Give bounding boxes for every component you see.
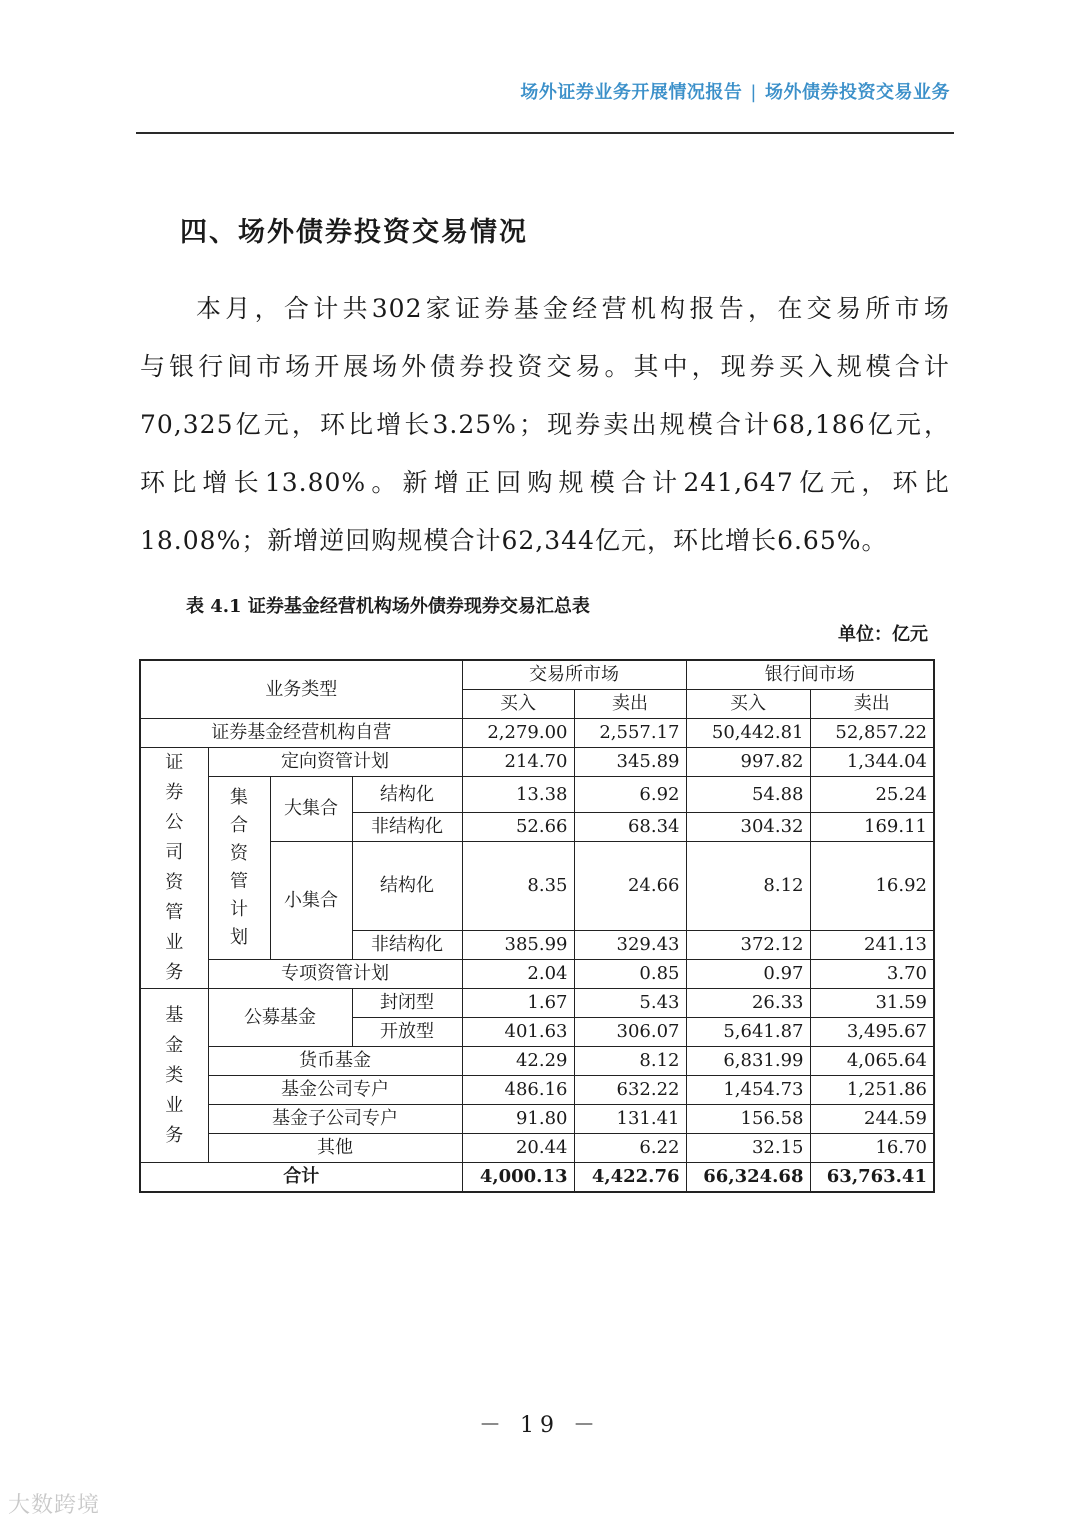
cell-value: 16.70 [810,1134,934,1163]
paragraph-token: ， [291,410,318,439]
paragraph-token: 增 [433,468,460,497]
paragraph-token: 场 [923,294,950,323]
paragraph-token: 开 [314,352,341,381]
group-small-collective: 小集合 [270,842,352,960]
paragraph-token: 市 [256,352,283,381]
paragraph-token: 模 [687,410,714,439]
cell-value: 2,557.17 [574,719,686,748]
paragraph-token: 环 [892,468,919,497]
paragraph-token: 出 [631,410,658,439]
paragraph-token: 金 [542,294,569,323]
paragraph-token: 资 [517,352,544,381]
paragraph-token: 亿 [235,410,262,439]
cell-value: 214.70 [462,748,574,777]
cell-value: 345.89 [574,748,686,777]
paragraph-token: ， [647,526,674,555]
cell-value: 0.97 [686,960,810,989]
paragraph-token: 买 [778,352,805,381]
paragraph-token: 其 [633,352,660,381]
table-total-row [140,1163,934,1193]
paragraph-token: 。 [604,352,631,381]
table-caption: 表 4.1 证券基金经营机构场外债券现券交易汇总表 [186,596,590,617]
cell-value: 54.88 [686,777,810,813]
paragraph-token: 家 [425,294,452,323]
paragraph-token: ， [254,294,281,323]
paragraph-token: 中 [662,352,689,381]
table-row [140,1076,934,1105]
paragraph-token: 共 [342,294,369,323]
cell-value: 52,857.22 [810,719,934,748]
cell-value: 20.44 [462,1134,574,1163]
cell-value: 401.63 [462,1018,574,1047]
paragraph-token: 与 [140,352,167,381]
paragraph-token: 元 [895,410,922,439]
paragraph-token: 增 [376,410,403,439]
paragraph-token: 合 [283,294,310,323]
paragraph-line [140,396,950,454]
cell-value: 372.12 [686,931,810,960]
total-value: 4,000.13 [462,1163,574,1193]
table-row [140,777,934,813]
paragraph-token: 增 [293,526,320,555]
table-row [140,1134,934,1163]
paragraph-line [140,454,950,512]
paragraph-token: 交 [806,294,833,323]
paragraph-token: 。 [371,468,398,497]
page-number: － 19 － [479,1413,601,1438]
cell-value: 0.85 [574,960,686,989]
group-label: 基金类业务 [165,1004,184,1146]
paragraph-token: 规 [558,468,585,497]
cell-value: 329.43 [574,931,686,960]
paragraph-token: 环 [140,468,167,497]
paragraph-token: 比 [923,468,950,497]
paragraph-token: 合 [620,468,647,497]
group-large-collective: 大集合 [270,777,352,842]
header-interbank-sell: 卖出 [810,690,934,719]
table-row [140,1105,934,1134]
paragraph-token: 本 [196,294,223,323]
table-row [140,748,934,777]
cell-value: 8.12 [686,842,810,931]
paragraph-token: 元 [263,410,290,439]
group-label: 证券公司资管业务 [165,752,184,983]
total-value: 4,422.76 [574,1163,686,1193]
paragraph-token: 投 [488,352,515,381]
cell-value: 5,641.87 [686,1018,810,1047]
paragraph-line [140,280,950,338]
row-label: 封闭型 [352,989,462,1018]
cell-value: 52.66 [462,813,574,842]
paragraph-token: 模 [865,352,892,381]
paragraph-token: 环 [673,526,700,555]
paragraph-token: 在 [777,294,804,323]
paragraph-token: 逆 [319,526,346,555]
group-collective-plan [208,777,270,960]
paragraph-token: 68,186 [772,410,866,439]
table-unit: 单位：亿元 [838,624,928,645]
body-paragraph [140,280,950,570]
cell-value: 50,442.81 [686,719,810,748]
section-heading: 四、场外债券投资交易情况 [180,217,528,248]
cell-value: 25.24 [810,777,934,813]
paragraph-token: 70,325 [140,410,234,439]
row-label: 专项资管计划 [208,960,462,989]
row-label: 开放型 [352,1018,462,1047]
paragraph-token: 比 [348,410,375,439]
cell-value: 241.13 [810,931,934,960]
header-report-title: 场外证券业务开展情况报告 [520,82,743,103]
cell-value: 16.92 [810,842,934,931]
row-label: 证券基金经营机构自营 [140,719,462,748]
row-label: 其他 [208,1134,462,1163]
paragraph-token: 模 [423,526,450,555]
header-business-type: 业务类型 [140,660,462,719]
paragraph-token: 长 [751,526,778,555]
cell-value: 3.70 [810,960,934,989]
paragraph-token: 卖 [603,410,630,439]
cell-value: 2,279.00 [462,719,574,748]
cell-value: 4,065.64 [810,1047,934,1076]
paragraph-token: 新 [402,468,429,497]
cell-value: 13.38 [462,777,574,813]
cell-value: 486.16 [462,1076,574,1105]
paragraph-token: ， [861,468,888,497]
cell-value: 156.58 [686,1105,810,1134]
row-label: 结构化 [352,842,462,931]
paragraph-token: 计 [475,526,502,555]
header-exchange-market: 交易所市场 [462,660,686,690]
row-label: 货币基金 [208,1047,462,1076]
cell-value: 997.82 [686,748,810,777]
paragraph-token: 证 [455,294,482,323]
paragraph-token: ， [691,352,718,381]
cell-value: 31.59 [810,989,934,1018]
paragraph-token: 购 [527,468,554,497]
paragraph-token: 18.08% [140,526,242,555]
paragraph-token: 现 [547,410,574,439]
paragraph-token: 3.25% [432,410,517,439]
paragraph-token: 增 [202,468,229,497]
paragraph-token: 。 [861,526,888,555]
paragraph-token: 间 [227,352,254,381]
paragraph-token: 302 [371,294,423,323]
paragraph-token: 比 [699,526,726,555]
paragraph-token: 规 [659,410,686,439]
header-interbank-buy: 买入 [686,690,810,719]
paragraph-token: 易 [835,294,862,323]
cell-value: 32.15 [686,1134,810,1163]
header-rule [136,132,954,134]
cell-value: 42.29 [462,1047,574,1076]
table-row [140,960,934,989]
paragraph-token: 模 [589,468,616,497]
row-label: 定向资管计划 [208,748,462,777]
paragraph-token: 告 [718,294,745,323]
cell-value: 26.33 [686,989,810,1018]
paragraph-token: 回 [345,526,372,555]
row-label: 合计 [140,1163,462,1193]
cell-value: 131.41 [574,1105,686,1134]
running-header [0,78,950,104]
total-value: 66,324.68 [686,1163,810,1193]
paragraph-token: 241,647 [683,468,794,497]
paragraph-token: 6.65% [777,526,862,555]
cell-value: 1,454.73 [686,1076,810,1105]
paragraph-token: 市 [894,294,921,323]
cell-value: 244.59 [810,1105,934,1134]
paragraph-token: 回 [496,468,523,497]
paragraph-token: 元 [830,468,857,497]
paragraph-line [140,338,950,396]
paragraph-token: 券 [484,294,511,323]
paragraph-token: 展 [343,352,370,381]
paragraph-token: ， [748,294,775,323]
paragraph-token: 券 [459,352,486,381]
paragraph-token: 环 [319,410,346,439]
cell-value: 1,344.04 [810,748,934,777]
cell-value: 169.11 [810,813,934,842]
paragraph-token: 行 [198,352,225,381]
paragraph-token: 13.80% [264,468,367,497]
group-label: 集合资管计划 [230,787,248,948]
row-label: 非结构化 [352,813,462,842]
paragraph-token: 计 [313,294,340,323]
paragraph-token: 规 [397,526,424,555]
bond-trading-summary-table [139,659,935,1193]
cell-value: 1,251.86 [810,1076,934,1105]
paragraph-token: 报 [689,294,716,323]
paragraph-token: 62,344 [501,526,595,555]
header-exchange-sell: 卖出 [574,690,686,719]
paragraph-token: 银 [169,352,196,381]
cell-value: 5.43 [574,989,686,1018]
row-label: 非结构化 [352,931,462,960]
paragraph-token: 营 [601,294,628,323]
paragraph-token: 计 [652,468,679,497]
cell-value: 8.12 [574,1047,686,1076]
paragraph-token: 购 [371,526,398,555]
cell-value: 3,495.67 [810,1018,934,1047]
cell-value: 6.92 [574,777,686,813]
row-label: 基金子公司专户 [208,1105,462,1134]
paragraph-token: 债 [430,352,457,381]
table-row [140,719,934,748]
cell-value: 304.32 [686,813,810,842]
paragraph-token: 合 [449,526,476,555]
paragraph-token: 长 [404,410,431,439]
table-row [140,989,934,1018]
row-label: 结构化 [352,777,462,813]
cell-value: 91.80 [462,1105,574,1134]
paragraph-line [140,512,950,570]
cell-value: 68.34 [574,813,686,842]
cell-value: 632.22 [574,1076,686,1105]
header-exchange-buy: 买入 [462,690,574,719]
paragraph-token: 亿 [798,468,825,497]
cell-value: 2.04 [462,960,574,989]
cell-value: 385.99 [462,931,574,960]
total-value: 63,763.41 [810,1163,934,1193]
table-header-row [140,660,934,690]
paragraph-token: 长 [233,468,260,497]
paragraph-token: 券 [749,352,776,381]
paragraph-token: 元 [620,526,647,555]
paragraph-token: ； [241,526,268,555]
paragraph-token: 规 [836,352,863,381]
cell-value: 6,831.99 [686,1047,810,1076]
paragraph-token: 交 [546,352,573,381]
paragraph-token: 所 [865,294,892,323]
cell-value: 8.35 [462,842,574,931]
cell-value: 306.07 [574,1018,686,1047]
group-public-fund: 公募基金 [208,989,352,1047]
paragraph-token: 场 [372,352,399,381]
header-interbank-market: 银行间市场 [686,660,934,690]
paragraph-token: 比 [171,468,198,497]
row-label: 基金公司专户 [208,1076,462,1105]
paragraph-token: 计 [923,352,950,381]
paragraph-token: 外 [401,352,428,381]
paragraph-token: 经 [572,294,599,323]
paragraph-token: 易 [575,352,602,381]
paragraph-token: 现 [720,352,747,381]
cell-value: 24.66 [574,842,686,931]
paragraph-token: ； [519,410,546,439]
paragraph-token: 计 [744,410,771,439]
paragraph-token: 合 [894,352,921,381]
paragraph-token: 亿 [594,526,621,555]
paragraph-token: 场 [285,352,312,381]
header-separator: | [750,82,757,103]
paragraph-token: 正 [464,468,491,497]
paragraph-token: 机 [630,294,657,323]
table-row [140,1047,934,1076]
group-fund-business [140,989,208,1163]
paragraph-token: ， [923,410,950,439]
cell-value: 1.67 [462,989,574,1018]
watermark-logo: 大数跨境 [8,1493,101,1518]
paragraph-token: 入 [807,352,834,381]
paragraph-token: 合 [715,410,742,439]
header-section-title: 场外债券投资交易业务 [765,82,950,103]
paragraph-token: 增 [725,526,752,555]
paragraph-token: 构 [660,294,687,323]
group-securities-asset-mgmt [140,748,208,989]
paragraph-token: 月 [225,294,252,323]
paragraph-token: 新 [267,526,294,555]
cell-value: 6.22 [574,1134,686,1163]
paragraph-token: 亿 [867,410,894,439]
paragraph-token: 基 [513,294,540,323]
paragraph-token: 券 [575,410,602,439]
